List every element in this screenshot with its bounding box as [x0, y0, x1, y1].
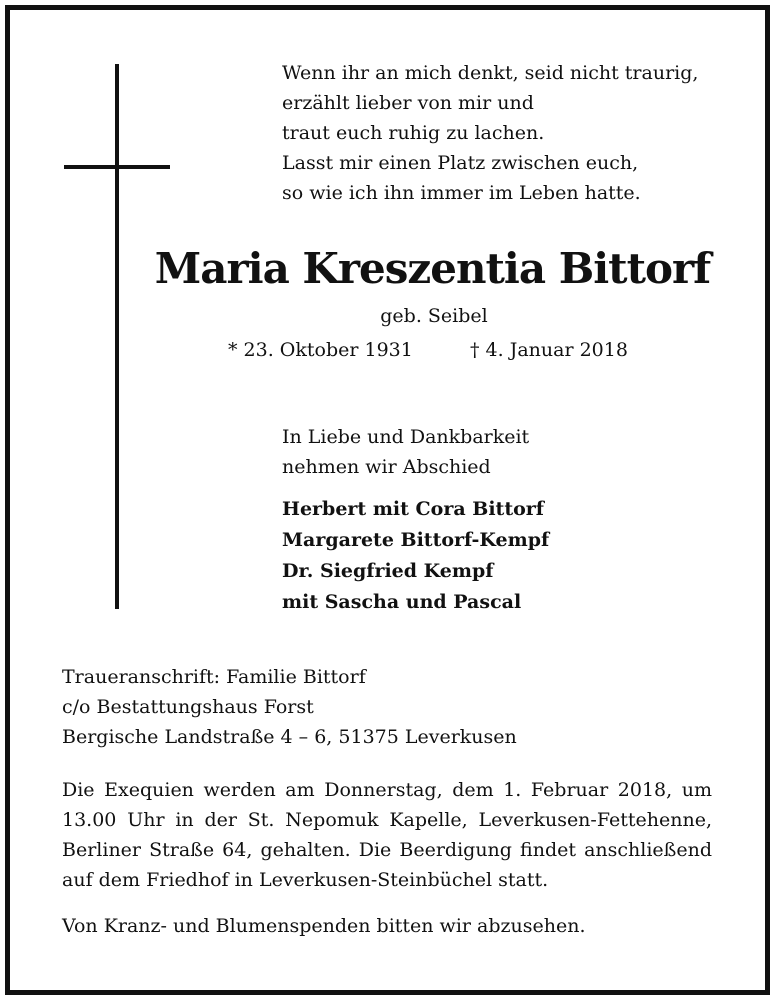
address-line: c/o Bestattungshaus Forst: [62, 696, 314, 718]
mourning-address: [62, 662, 517, 752]
death-date: † 4. Januar 2018: [470, 339, 628, 361]
service-line: Die Exequien werden am Donnerstag, dem 1. Februar 2018, um: [62, 779, 712, 801]
address-line: Bergische Landstraße 4 – 6, 51375 Leverkusen: [62, 726, 517, 748]
cross-icon-crossbar: [64, 165, 170, 169]
address-line: Traueranschrift: Familie Bittorf: [62, 666, 366, 688]
poem: [282, 58, 742, 208]
flowers-note: Von Kranz- und Blumenspenden bitten wir abzusehen.: [62, 915, 586, 937]
service-line: Berliner Straße 64, gehalten. Die Beerdigung findet anschließend: [62, 839, 712, 861]
farewell-line: In Liebe und Dankbarkeit: [282, 426, 530, 448]
farewell-line: nehmen wir Abschied: [282, 456, 491, 478]
poem-line: traut euch ruhig zu lachen.: [282, 122, 545, 144]
mourner-line: Herbert mit Cora Bittorf: [282, 498, 544, 520]
deceased-name: Maria Kreszentia Bittorf: [154, 244, 711, 293]
funeral-service-info: [62, 775, 712, 895]
farewell-text: [282, 422, 529, 482]
cross-icon: [115, 64, 119, 609]
poem-line: Wenn ihr an mich denkt, seid nicht traurig,: [282, 62, 699, 84]
service-line: auf dem Friedhof in Leverkusen-Steinbüchel statt.: [62, 869, 549, 891]
mourner-line: mit Sascha und Pascal: [282, 591, 522, 613]
birth-date: * 23. Oktober 1931: [228, 339, 413, 361]
poem-line: Lasst mir einen Platz zwischen euch,: [282, 152, 639, 174]
mourner-line: Dr. Siegfried Kempf: [282, 560, 494, 582]
poem-line: so wie ich ihn immer im Leben hatte.: [282, 182, 641, 204]
service-line: 13.00 Uhr in der St. Nepomuk Kapelle, Leverkusen-Fettehenne,: [62, 809, 712, 831]
poem-line: erzählt lieber von mir und: [282, 92, 534, 114]
mourner-line: Margarete Bittorf-Kempf: [282, 529, 550, 551]
maiden-name: geb. Seibel: [380, 305, 488, 327]
mourners-list: [282, 494, 549, 618]
